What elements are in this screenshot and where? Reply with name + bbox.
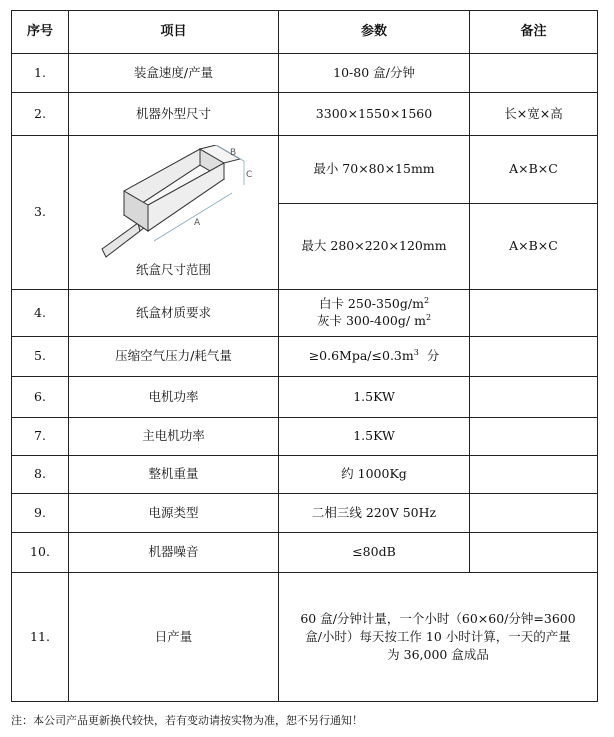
diagram-label-c: C [245,170,252,181]
row-param: 1.5KW [279,418,470,456]
table-row [12,290,598,337]
row-item: 压缩空气压力/耗气量 [69,337,279,377]
table-row [12,136,598,204]
row-no: 11. [12,573,69,702]
carton-diagram [94,145,254,263]
row-note-min: A×B×C [470,136,598,204]
row-item: 整机重量 [69,456,279,494]
table-row [12,54,598,93]
table-row [12,377,598,418]
row-item: 机器外型尺寸 [69,93,279,136]
row-param-min: 最小 70×80×15mm [279,136,470,204]
daily-output-text [279,573,598,702]
row-no: 8. [12,456,69,494]
unit-sup: 2 [425,313,432,322]
row-note [470,377,598,418]
daily-line-3: 为 36,000 盒成品 [387,647,489,663]
row-note [470,337,598,377]
carton-size-cell [69,136,279,290]
table-row [12,337,598,377]
row-no: 9. [12,494,69,533]
header-item: 项目 [69,11,279,54]
header-no: 序号 [12,11,69,54]
row-no: 6. [12,377,69,418]
table-row [12,533,598,573]
table-header-row [12,11,598,54]
row-param-max: 最大 280×220×120mm [279,204,470,290]
row-note [470,494,598,533]
row-param: ≤80dB [279,533,470,573]
row-note-max: A×B×C [470,204,598,290]
header-param: 参数 [279,11,470,54]
table-row [12,573,598,702]
daily-line-2: 盒/小时）每天按工作 10 小时计算，一天的产量 [305,628,571,644]
table-row [12,456,598,494]
row-param: 10-80 盒/分钟 [279,54,470,93]
footnote: 注：本公司产品更新换代较快，若有变动请按实物为准，恕不另行通知！ [11,714,363,727]
row-note [470,54,598,93]
row-no: 7. [12,418,69,456]
row-note: 长×宽×高 [470,93,598,136]
table-row [12,93,598,136]
spec-table [11,10,598,702]
row-note [470,533,598,573]
row-param: 约 1000Kg [279,456,470,494]
paper-grey: 灰卡 300-400g/ m [316,313,426,329]
paper-white: 白卡 250-350g/m [318,296,424,312]
row-param [279,290,470,337]
table-row [12,418,598,456]
row-note [470,418,598,456]
unit-sup: 3 [413,348,419,358]
row-note [470,456,598,494]
diagram-label-a: A [193,218,200,229]
row-note [470,290,598,337]
row-no: 3. [12,136,69,290]
row-no: 4. [12,290,69,337]
row-item: 纸盒尺寸范围 [135,262,211,278]
row-item: 电源类型 [69,494,279,533]
unit-sup: 2 [423,295,430,305]
row-no: 1. [12,54,69,93]
row-param: 1.5KW [279,377,470,418]
row-no: 10. [12,533,69,573]
row-item: 主电机功率 [69,418,279,456]
daily-line-1: 60 盒/分钟计量，一个小时（60×60/分钟=3600 [300,610,576,626]
air-pressure: ≥0.6Mpa/≤0.3m [308,348,414,364]
row-no: 5. [12,337,69,377]
air-unit: 分 [418,348,440,364]
row-no: 2. [12,93,69,136]
row-param: 二相三线 220V 50Hz [279,494,470,533]
row-item: 装盒速度/产量 [69,54,279,93]
row-param: 3300×1550×1560 [279,93,470,136]
row-item: 机器噪音 [69,533,279,573]
diagram-label-b: B [229,148,236,159]
table-row [12,494,598,533]
row-item: 纸盒材质要求 [69,290,279,337]
header-note: 备注 [470,11,598,54]
row-item: 电机功率 [69,377,279,418]
row-item: 日产量 [69,573,279,702]
row-param [279,337,470,377]
